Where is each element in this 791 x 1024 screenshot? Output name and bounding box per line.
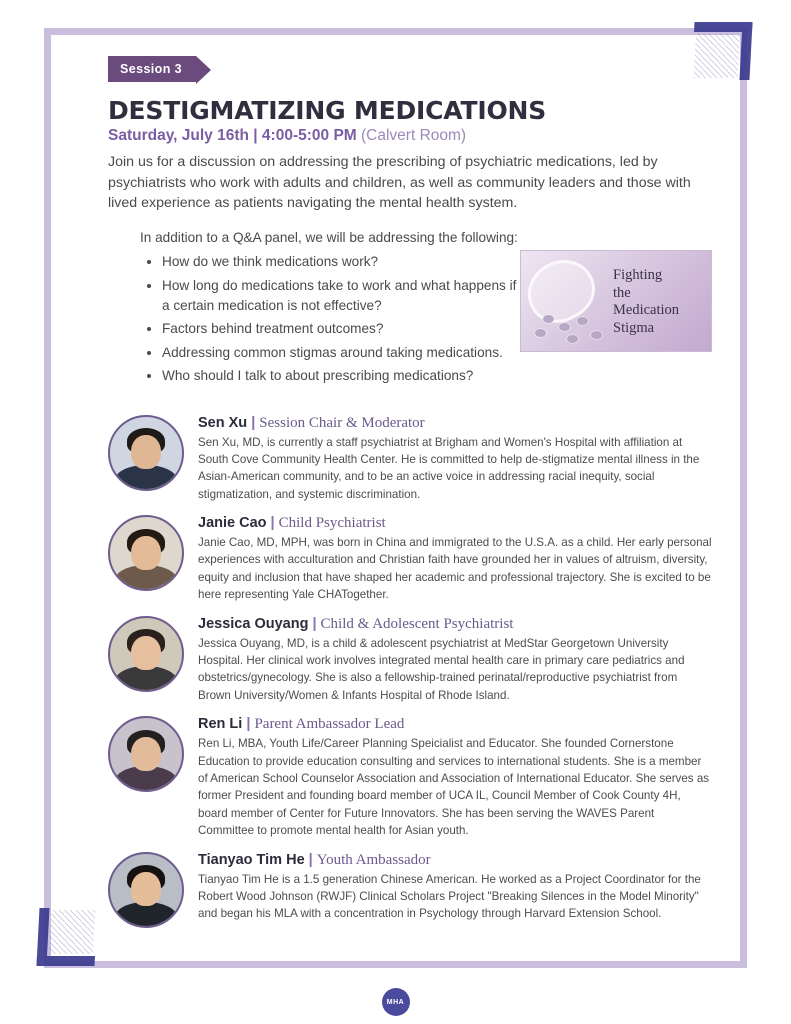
speaker-name-line bbox=[198, 515, 712, 532]
session-datetime bbox=[108, 127, 712, 145]
promo-image bbox=[520, 250, 712, 352]
speaker-bio: Tianyao Tim He is a 1.5 generation Chinese American. He worked as a Project Coordinator for the Robert Wood Johnson (RWJF) Clinical Scholars Project "Breaking Silences in the Model Minority" and began his MLA with a concentration in Psychology through Harvard Extension School. bbox=[198, 872, 701, 921]
speaker-bio: Jessica Ouyang, MD, is a child & adolescent psychiatrist at MedStar Georgetown University Hospital. Her clinical work involves integrated mental health care in primary care pediatrics and obstetrics/gynecology. She is also a fellowship-trained perinatal/reproductive psychiatrist from Brown University/Women & Infants Hospital of Rhode Island. bbox=[198, 636, 685, 702]
pill-icon bbox=[543, 315, 554, 323]
name-separator: | bbox=[251, 414, 256, 431]
speaker-bio: Janie Cao, MD, MPH, was born in China and immigrated to the U.S.A. as a child. Her early personal experiences with acculturation and Christian faith have grounded her in values of altruism, diversity, equity and inclusion that have shaped her academic and professional trajectory. She is excited to be here representing Yale CHATogether. bbox=[198, 536, 712, 602]
speaker-card bbox=[108, 616, 712, 705]
speaker-role: Parent Ambassador Lead bbox=[254, 716, 405, 733]
speaker-card bbox=[108, 852, 712, 928]
list-item: • How do we think medications work? bbox=[162, 252, 520, 272]
avatar bbox=[108, 515, 184, 591]
agenda-lead-in: In addition to a Q&A panel, we will be addressing the following: bbox=[140, 229, 518, 245]
session-room: (Calvert Room) bbox=[361, 127, 467, 144]
speaker-card bbox=[108, 415, 712, 504]
speaker-name: Jessica Ouyang bbox=[198, 615, 309, 632]
pill-icon bbox=[577, 317, 588, 325]
speaker-card bbox=[108, 716, 712, 839]
speaker-bio: Sen Xu, MD, is currently a staff psychiatrist at Brigham and Women's Hospital with affiliation at South Cove Community Health Center. He is committed to help de-stigmatize mental illness in the Asian-American community, and to be an active voice in addressing racial inequity, social stigmatization, and systemic discrimination. bbox=[198, 435, 700, 501]
pill-icon bbox=[591, 331, 602, 339]
promo-line-2: the bbox=[613, 284, 631, 301]
speaker-name: Sen Xu bbox=[198, 414, 248, 431]
promo-line-4: Stigma bbox=[613, 320, 655, 337]
speaker-role: Child & Adolescent Psychiatrist bbox=[320, 615, 514, 632]
speaker-list bbox=[108, 415, 712, 928]
name-separator: | bbox=[308, 851, 313, 868]
speaker-name-line bbox=[198, 716, 712, 733]
promo-caption bbox=[613, 267, 697, 338]
list-item: • How long do medications take to work and what happens if a certain medication is not effective? bbox=[162, 276, 520, 317]
name-separator: | bbox=[246, 716, 251, 733]
speaker-name: Tianyao Tim He bbox=[198, 851, 305, 868]
list-item: • Factors behind treatment outcomes? bbox=[162, 319, 520, 339]
speaker-name-line bbox=[198, 616, 712, 633]
speaker-role: Youth Ambassador bbox=[316, 851, 431, 868]
session-content bbox=[108, 56, 712, 940]
avatar bbox=[108, 415, 184, 491]
agenda-question-list bbox=[140, 252, 520, 386]
session-tag-arrow-icon bbox=[196, 56, 211, 84]
speaker-name: Ren Li bbox=[198, 716, 243, 733]
session-agenda bbox=[140, 228, 520, 387]
speaker-name-line bbox=[198, 852, 712, 869]
pill-icon bbox=[567, 335, 578, 343]
name-separator: | bbox=[270, 515, 275, 532]
speaker-name: Janie Cao bbox=[198, 515, 267, 532]
avatar bbox=[108, 716, 184, 792]
promo-line-1: Fighting bbox=[613, 267, 663, 283]
organization-logo: MHA bbox=[382, 988, 410, 1016]
session-intro: Join us for a discussion on addressing the prescribing of psychiatric medications, led by psychiatrists who work with adults and children, as well as community leaders and those with lived experience as patients navigating the mental health system. bbox=[108, 154, 691, 212]
session-tag bbox=[108, 56, 196, 82]
promo-line-3: Medication bbox=[613, 302, 680, 319]
session-tag-label: Session 3 bbox=[108, 56, 196, 82]
speaker-role: Session Chair & Moderator bbox=[259, 414, 425, 431]
decorative-corner-bottom-left bbox=[36, 908, 97, 966]
page-title: DESTIGMATIZING MEDICATIONS bbox=[108, 96, 547, 125]
list-item: • Who should I talk to about prescribing medications? bbox=[162, 366, 520, 386]
pill-bottle-icon bbox=[520, 250, 605, 333]
name-separator: | bbox=[312, 615, 317, 632]
pill-icon bbox=[559, 323, 570, 331]
speaker-card bbox=[108, 515, 712, 604]
session-datetime-text: Saturday, July 16th | 4:00-5:00 PM bbox=[108, 127, 357, 144]
speaker-bio: Ren Li, MBA, Youth Life/Career Planning Speicialist and Educator. She founded Cornerstone Education to provide education consulting and services to international students. She is a member of American School Counselor Association and Association of International Educator. She serves as former President and founding board member of UCA IL, Council Member of Cook County 4H, board member of Center for Future Innovators. She has been serving the WAVES Parent Committee to promote mental health for Asian youth. bbox=[198, 737, 710, 838]
list-item: • Addressing common stigmas around taking medications. bbox=[162, 343, 520, 363]
speaker-role: Child Psychiatrist bbox=[278, 515, 386, 532]
speaker-name-line bbox=[198, 415, 712, 432]
pill-icon bbox=[535, 329, 546, 337]
avatar bbox=[108, 616, 184, 692]
avatar bbox=[108, 852, 184, 928]
